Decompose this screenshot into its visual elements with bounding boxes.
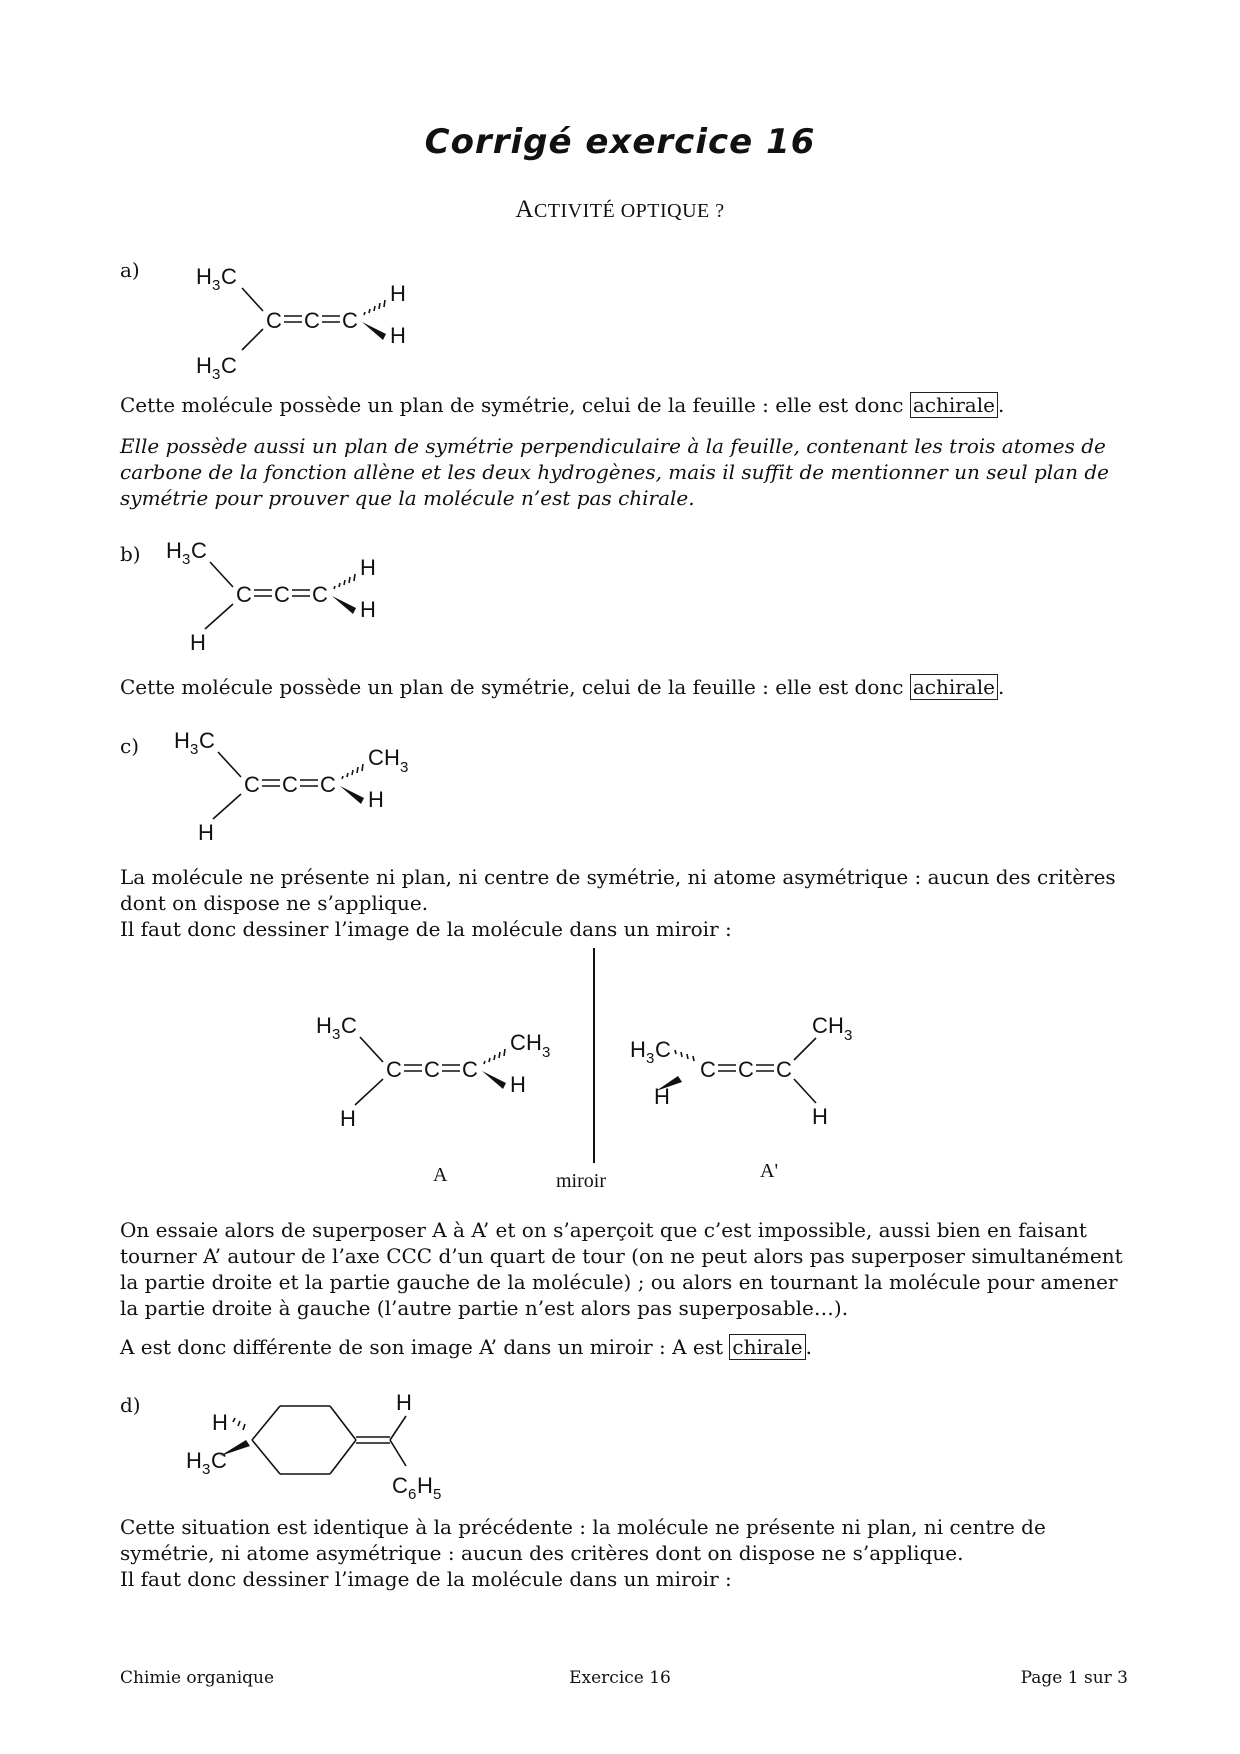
atom-h-left: H <box>654 1084 670 1109</box>
mirror-figure <box>300 948 900 1178</box>
subscript-5: 5 <box>433 1486 442 1503</box>
atom-c: C <box>341 1013 357 1038</box>
atom-h: H <box>316 1013 332 1038</box>
atom-c: C <box>199 728 215 753</box>
section-a-paragraph-1 <box>120 392 1130 418</box>
carbon-2: C <box>282 772 298 797</box>
bond <box>213 794 241 819</box>
atom-c: C <box>221 264 237 289</box>
subscript-3: 3 <box>202 1461 211 1478</box>
text-run: . <box>997 675 1005 699</box>
section-b-paragraph-1 <box>120 674 1130 700</box>
cyclohexane-ring <box>252 1406 356 1474</box>
bond <box>218 752 241 777</box>
footer-right: Page 1 sur 3 <box>1020 1668 1128 1688</box>
atom-h: H <box>166 538 182 563</box>
subscript-3: 3 <box>542 1044 551 1061</box>
subtitle-initial: A <box>515 196 534 223</box>
methyl-group-right <box>368 745 408 776</box>
text-run: . <box>997 393 1005 417</box>
atom-h: H <box>384 745 400 770</box>
methyl-group-top <box>196 264 237 294</box>
subscript-3: 3 <box>212 366 221 383</box>
atom-h-bottom: H <box>812 1104 828 1129</box>
answer-box: achirale <box>910 674 998 700</box>
atom-c: C <box>655 1037 671 1062</box>
subtitle-smallcaps: CTIVITÉ OPTIQUE ? <box>533 200 725 222</box>
bond <box>355 1079 383 1105</box>
bond <box>390 1416 406 1440</box>
section-c-label: c) <box>120 734 140 758</box>
atom-h-bottom: H <box>390 323 406 348</box>
hashed-wedge-bond <box>364 300 385 315</box>
solid-wedge-bond <box>482 1071 506 1089</box>
caption-a: A <box>433 1164 448 1186</box>
text-run: Cette molécule possède un plan de symétrie, celui de la feuille : elle est donc <box>120 393 910 417</box>
subscript-3: 3 <box>190 741 199 758</box>
subscript-3: 3 <box>212 277 221 294</box>
hashed-wedge-bond <box>342 764 363 779</box>
subscript-3: 3 <box>182 551 191 568</box>
atom-h: H <box>417 1473 433 1498</box>
footer-left: Chimie organique <box>120 1668 275 1688</box>
atom-h-left: H <box>340 1106 356 1131</box>
methyl-group-right <box>510 1030 550 1061</box>
subscript-3: 3 <box>844 1027 853 1044</box>
molecule-b <box>160 532 420 657</box>
atom-h: H <box>828 1013 844 1038</box>
carbon-2: C <box>304 308 320 333</box>
caption-a-prime: A' <box>760 1160 779 1182</box>
methyl-group-bottom <box>196 353 237 383</box>
answer-box: achirale <box>910 392 998 418</box>
carbon-3: C <box>312 582 328 607</box>
section-d-paragraph-1: Cette situation est identique à la précédente : la molécule ne présente ni plan, ni centre de symétrie, ni atome asymétrique : aucun des critères dont on dispose ne s’applique. <box>120 1515 1046 1565</box>
section-c-paragraph-2: Il faut donc dessiner l’image de la molécule dans un miroir : <box>120 917 732 941</box>
atom-h-top: H <box>390 281 406 306</box>
solid-wedge-bond <box>332 596 356 614</box>
hashed-wedge-bond <box>675 1050 694 1061</box>
atom-c: C <box>812 1013 828 1038</box>
section-c-paragraph-1: La molécule ne présente ni plan, ni centre de symétrie, ni atome asymétrique : aucun des critères dont on dispose ne s’applique. <box>120 865 1116 915</box>
atom-c: C <box>211 1448 227 1473</box>
carbon-3: C <box>776 1057 792 1082</box>
bond <box>360 1037 383 1062</box>
subscript-6: 6 <box>408 1486 417 1503</box>
page-title: Corrigé exercice 16 <box>424 122 816 162</box>
bond <box>205 604 233 629</box>
atom-h-left: H <box>190 630 206 655</box>
page-subtitle <box>0 196 1240 224</box>
bond <box>794 1079 816 1103</box>
section-a-label: a) <box>120 258 140 282</box>
molecule-d <box>180 1378 480 1523</box>
atom-c: C <box>221 353 237 378</box>
atom-h: H <box>186 1448 202 1473</box>
methyl-group-left <box>316 1013 357 1043</box>
carbon-1: C <box>266 308 282 333</box>
atom-c: C <box>392 1473 408 1498</box>
atom-h-top: H <box>360 555 376 580</box>
solid-wedge-bond <box>362 322 386 340</box>
bond <box>242 288 263 311</box>
atom-h-bottom: H <box>368 787 384 812</box>
molecule-a <box>190 258 450 383</box>
phenyl-group <box>392 1473 441 1503</box>
hashed-wedge-bond <box>334 574 355 589</box>
answer-box: chirale <box>729 1334 805 1360</box>
text-run: . <box>805 1335 812 1359</box>
carbon-3: C <box>342 308 358 333</box>
atom-h: H <box>196 264 212 289</box>
atom-h: H <box>196 353 212 378</box>
atom-h-left: H <box>212 1410 228 1435</box>
solid-wedge-bond <box>340 786 364 804</box>
bond <box>210 562 233 587</box>
molecule-c <box>168 722 448 847</box>
section-b-label: b) <box>120 542 141 566</box>
text-run: A est donc différente de son image A’ dans un miroir : A est <box>120 1335 730 1359</box>
carbon-2: C <box>738 1057 754 1082</box>
text-run: Cette molécule possède un plan de symétrie, celui de la feuille : elle est donc <box>120 675 910 699</box>
bond <box>794 1038 816 1060</box>
atom-h: H <box>526 1030 542 1055</box>
atom-h-top: H <box>396 1390 412 1415</box>
atom-c: C <box>510 1030 526 1055</box>
methyl-group <box>186 1448 227 1478</box>
carbon-1: C <box>244 772 260 797</box>
atom-h-left: H <box>198 820 214 845</box>
atom-h-bottom: H <box>510 1072 526 1097</box>
atom-c: C <box>191 538 207 563</box>
bond <box>242 329 263 350</box>
subscript-3: 3 <box>332 1026 341 1043</box>
atom-h: H <box>630 1037 646 1062</box>
section-a-paragraph-2: Elle possède aussi un plan de symétrie perpendiculaire à la feuille, contenant les trois atomes de carbone de la fonction allène et les deux hydrogènes, mais il suffit de mentionner un seul plan de symétrie pour prouver que la molécule n’est pas chirale. <box>120 434 1109 510</box>
methyl-group <box>166 538 207 568</box>
section-c-paragraph-4 <box>120 1334 1130 1360</box>
section-c-paragraph-3: On essaie alors de superposer A à A’ et on s’aperçoit que c’est impossible, aussi bien en faisant tourner A’ autour de l’axe CCC d’un quart de tour (on ne peut alors pas superposer simultanément la partie droite et la partie gauche de la molécule) ; ou alors en tournant la molécule pour amener la partie droite à gauche (l’autre partie n’est alors pas superposable…). <box>120 1218 1123 1320</box>
atom-h-bottom: H <box>360 597 376 622</box>
bond <box>390 1440 406 1466</box>
methyl-group-right <box>812 1013 852 1044</box>
hashed-wedge-bond <box>233 1418 245 1430</box>
methyl-group-left <box>174 728 215 758</box>
hashed-wedge-bond <box>484 1049 505 1064</box>
carbon-3: C <box>320 772 336 797</box>
molecule-a-enantiomer <box>316 1013 550 1131</box>
carbon-2: C <box>424 1057 440 1082</box>
carbon-1: C <box>700 1057 716 1082</box>
subscript-3: 3 <box>646 1050 655 1067</box>
section-d-label: d) <box>120 1393 141 1417</box>
atom-c: C <box>368 745 384 770</box>
caption-mirror: miroir <box>556 1170 606 1192</box>
carbon-2: C <box>274 582 290 607</box>
subscript-3: 3 <box>400 759 409 776</box>
carbon-3: C <box>462 1057 478 1082</box>
carbon-1: C <box>386 1057 402 1082</box>
atom-h: H <box>174 728 190 753</box>
methyl-group-left <box>630 1037 671 1067</box>
molecule-a-prime-enantiomer <box>630 1013 852 1129</box>
section-d-paragraph-2: Il faut donc dessiner l’image de la molécule dans un miroir : <box>120 1567 732 1591</box>
footer-center: Exercice 16 <box>569 1668 671 1688</box>
carbon-1: C <box>236 582 252 607</box>
